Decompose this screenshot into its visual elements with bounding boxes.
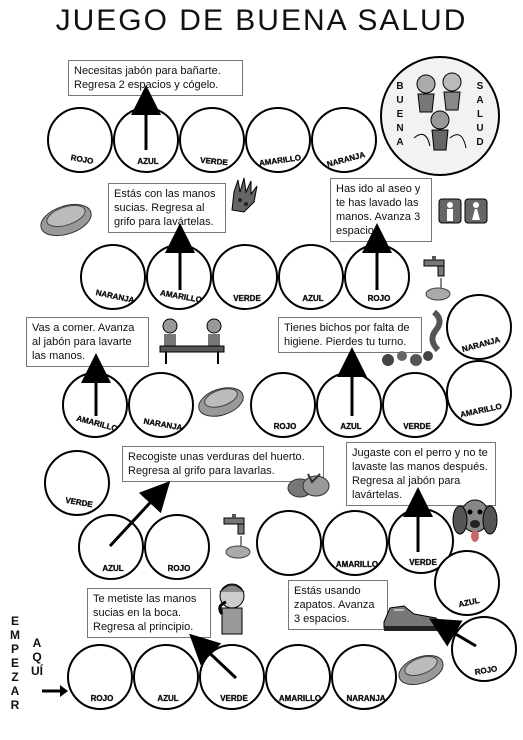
faucet-icon (220, 514, 254, 560)
space-label: NARANJA (94, 288, 136, 305)
space-label: NARANJA (325, 150, 367, 169)
space-row2-5[interactable] (344, 244, 410, 310)
space-label: AMARILLO (258, 153, 302, 168)
space-label: VERDE (403, 422, 431, 431)
soap-icon (38, 196, 94, 240)
space-label: AMARILLO (278, 694, 322, 703)
soap-icon (396, 648, 446, 688)
space-label: ROJO (167, 564, 191, 573)
space-label: AMARILLO (75, 413, 119, 434)
space-row4-7[interactable] (434, 550, 500, 616)
faucet-icon (418, 256, 452, 302)
vegetables-icon (286, 470, 332, 500)
space-label: AMARILLO (159, 288, 203, 305)
space-row1-5[interactable] (311, 107, 377, 173)
space-row5-5[interactable] (331, 644, 397, 710)
space-row5-6[interactable] (451, 616, 517, 682)
note-soap-top: Necesitas jabón para bañarte. Regresa 2 espacios y cógelo. (68, 60, 243, 96)
space-label: AZUL (157, 694, 179, 703)
space-label: VERDE (409, 558, 437, 567)
space-label: ROJO (70, 153, 94, 166)
space-label: NARANJA (346, 694, 386, 703)
space-label: ROJO (273, 422, 297, 431)
shoe-icon (380, 600, 442, 634)
space-row3-7[interactable] (446, 294, 512, 360)
dining-kids-icon (156, 316, 228, 366)
space-label: AZUL (340, 422, 362, 431)
start-word-1: EMPEZAR (10, 614, 20, 712)
dirty-hand-icon (224, 176, 264, 216)
note-bugs: Tienes bichos por falta de higiene. Pierdes tu turno. (278, 317, 422, 353)
badge-left-text: BUENA (396, 81, 404, 148)
space-label: AMARILLO (335, 560, 379, 569)
space-label: VERDE (64, 495, 94, 510)
space-row5-4[interactable] (265, 644, 331, 710)
note-shoes: Estás usando zapatos. Avanza 3 espacios. (288, 580, 388, 630)
note-dog: Jugaste con el perro y no te lavaste las manos después. Regresa al jabón para lavártelas. (346, 442, 496, 506)
space-row4-3[interactable] (144, 514, 210, 580)
space-row3-1[interactable] (62, 372, 128, 438)
space-row2-4[interactable] (278, 244, 344, 310)
space-row2-2[interactable] (146, 244, 212, 310)
space-row3-4[interactable] (316, 372, 382, 438)
space-row4-5[interactable] (322, 510, 388, 576)
game-title: JUEGO DE BUENA SALUD (55, 4, 468, 37)
space-label: NARANJA (460, 335, 502, 354)
space-row2-3[interactable] (212, 244, 278, 310)
badge-right-text: SALUD (476, 81, 484, 148)
boy-hand-mouth-icon (212, 580, 252, 636)
space-label: VERDE (220, 694, 248, 703)
start-word-2: AQUÍ (31, 636, 43, 678)
space-label: VERDE (199, 155, 229, 168)
kids-illustration-icon (410, 68, 470, 160)
healthy-badge (380, 56, 500, 176)
space-label: VERDE (233, 294, 261, 303)
space-label: ROJO (474, 664, 498, 677)
soap-icon (196, 380, 246, 420)
space-row1-3[interactable] (179, 107, 245, 173)
space-row1-4[interactable] (245, 107, 311, 173)
germs-icon (378, 310, 450, 372)
note-dirty-hands: Estás con las manos sucias. Regresa al grifo para lavártelas. (108, 183, 226, 233)
note-bathroom: Has ido al aseo y te has lavado las manos. Avanza 3 espacios. (330, 178, 432, 242)
space-label: ROJO (90, 694, 114, 703)
space-row3-6[interactable] (446, 360, 512, 426)
space-row3-3[interactable] (250, 372, 316, 438)
space-row2-1[interactable] (80, 244, 146, 310)
space-label: AZUL (302, 294, 324, 303)
note-mouth: Te metiste las manos sucias en la boca. Regresa al principio. (87, 588, 211, 638)
space-label: ROJO (367, 294, 391, 303)
space-row4-4[interactable] (256, 510, 322, 576)
space-row5-2[interactable] (133, 644, 199, 710)
space-row4-1[interactable] (44, 450, 110, 516)
space-label: NARANJA (142, 416, 184, 433)
space-row5-1[interactable] (67, 644, 133, 710)
space-label: AZUL (137, 157, 159, 166)
start-arrow-icon (42, 684, 68, 698)
space-row1-2[interactable] (113, 107, 179, 173)
space-row1-1[interactable] (47, 107, 113, 173)
space-row3-2[interactable] (128, 372, 194, 438)
space-label: AZUL (457, 595, 481, 610)
space-label: AZUL (102, 564, 124, 573)
space-row4-2[interactable] (78, 514, 144, 580)
dog-icon (452, 494, 498, 544)
space-label: AMARILLO (459, 401, 503, 420)
restroom-icon (438, 198, 488, 224)
note-eat: Vas a comer. Avanza al jabón para lavarte las manos. (26, 317, 149, 367)
space-row5-3[interactable] (199, 644, 265, 710)
note-veggies: Recogiste unas verduras del huerto. Regresa al grifo para lavarlas. (122, 446, 324, 482)
space-row3-5[interactable] (382, 372, 448, 438)
